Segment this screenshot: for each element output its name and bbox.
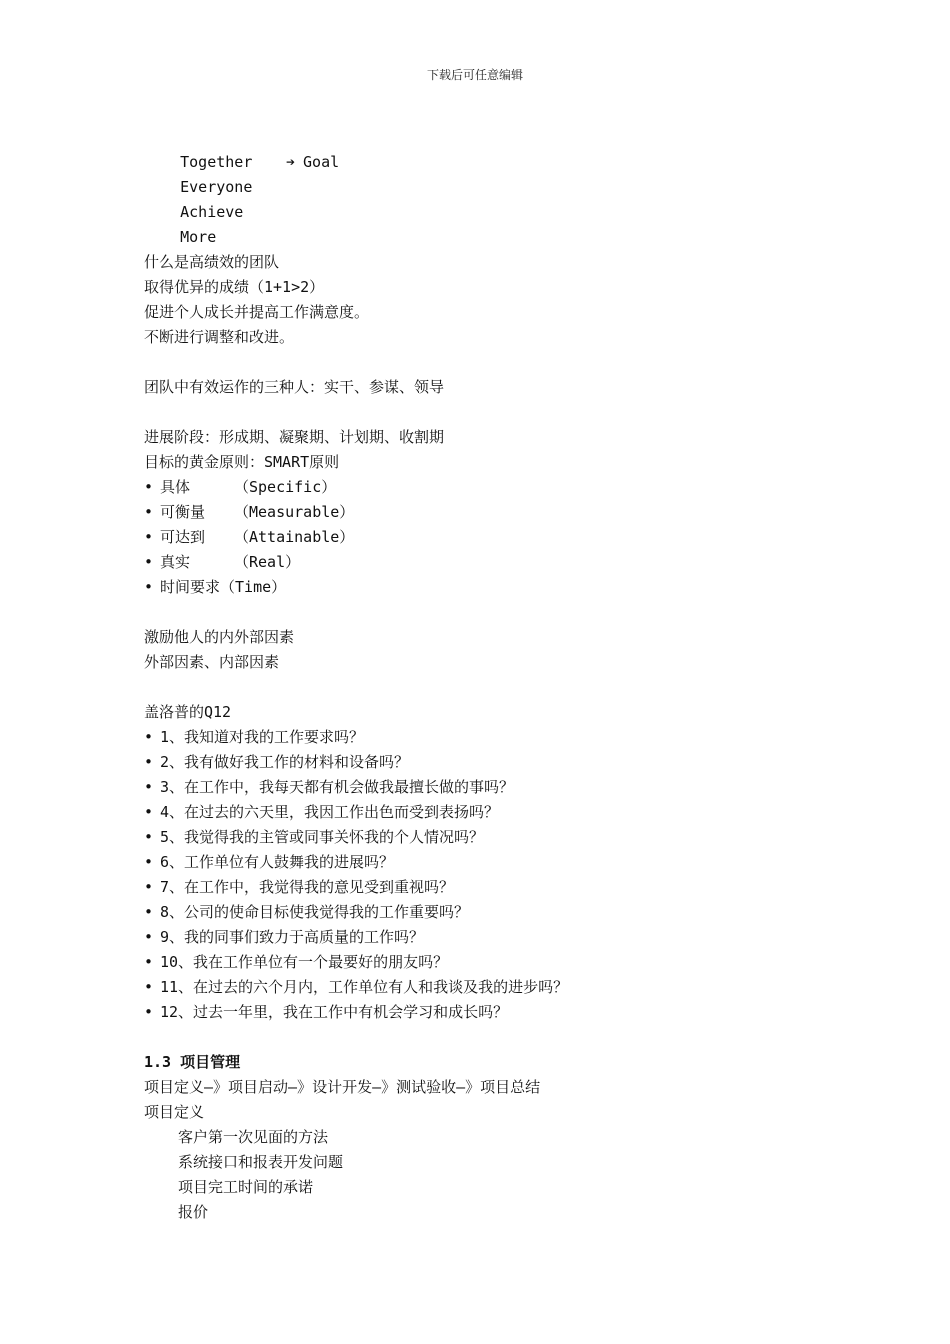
document-body — [144, 125, 904, 1225]
smart-cn: 时间要求 — [160, 578, 221, 596]
smart-cn: 具体 — [160, 478, 191, 496]
motivation-line: 外部因素、内部因素 — [144, 653, 280, 671]
three-people-line: 团队中有效运作的三种人：实干、参谋、领导 — [144, 378, 445, 396]
team-initial: T — [180, 153, 190, 171]
smart-item — [144, 575, 904, 600]
smart-en: （Measurable） — [234, 503, 355, 521]
team-word-rest: chieve — [189, 203, 244, 221]
team-row-everyone — [144, 150, 904, 196]
spacer — [144, 400, 904, 425]
pm-flow-line: 项目定义—》项目启动—》设计开发—》测试验收—》项目总结 — [144, 1078, 541, 1096]
bullet-icon: • — [144, 503, 154, 521]
goal-text: Goal — [303, 153, 340, 171]
q12-text: 6、工作单位有人鼓舞我的进展吗？ — [160, 853, 395, 871]
spacer — [144, 225, 904, 250]
team-row-more — [144, 200, 904, 246]
smart-cn: 可达到 — [160, 528, 206, 546]
spacer — [144, 675, 904, 700]
pm-sub-item: 系统接口和报表开发问题 — [178, 1153, 344, 1171]
pm-sub-item: 报价 — [178, 1203, 209, 1221]
q12-item — [144, 850, 904, 875]
smart-item — [144, 525, 904, 550]
smart-item — [144, 475, 904, 500]
q12-item — [144, 825, 904, 850]
pm-sub-item: 项目完工时间的承诺 — [178, 1178, 314, 1196]
q12-text: 10、我在工作单位有一个最要好的朋友吗？ — [160, 953, 449, 971]
smart-cn: 可衡量 — [160, 503, 206, 521]
bullet-icon: • — [144, 553, 154, 571]
team-initial: A — [180, 203, 190, 221]
team-initial: M — [180, 228, 190, 246]
smart-item — [144, 500, 904, 525]
smart-en: （Real） — [234, 553, 301, 571]
smart-en: （Specific） — [234, 478, 337, 496]
bullet-icon: • — [144, 853, 154, 871]
team-initial: E — [180, 178, 190, 196]
bullet-icon: • — [144, 878, 154, 896]
team-row-achieve — [144, 175, 904, 221]
q12-text: 3、在工作中，我每天都有机会做我最擅长做的事吗？ — [160, 778, 515, 796]
q12-item — [144, 900, 904, 925]
high-perf-title: 什么是高绩效的团队 — [144, 253, 280, 271]
bullet-icon: • — [144, 978, 154, 996]
q12-item — [144, 750, 904, 775]
spacer — [144, 1025, 904, 1050]
page-header: 下载后可任意编辑 — [426, 68, 523, 82]
q12-item — [144, 725, 904, 750]
bullet-icon: • — [144, 1003, 154, 1021]
q12-item — [144, 1000, 904, 1025]
bullet-icon: • — [144, 778, 154, 796]
smart-cn: 真实 — [160, 553, 191, 571]
bullet-icon: • — [144, 753, 154, 771]
q12-item — [144, 800, 904, 825]
q12-text: 9、我的同事们致力于高质量的工作吗？ — [160, 928, 425, 946]
q12-text: 8、公司的使命目标使我觉得我的工作重要吗？ — [160, 903, 470, 921]
q12-item — [144, 775, 904, 800]
high-perf-line: 促进个人成长并提高工作满意度。 — [144, 303, 370, 321]
q12-item — [144, 975, 904, 1000]
section-heading: 1.3 项目管理 — [144, 1053, 241, 1071]
team-word-rest: veryone — [189, 178, 253, 196]
stages-line: 进展阶段：形成期、凝聚期、计划期、收割期 — [144, 428, 445, 446]
q12-text: 12、过去一年里，我在工作中有机会学习和成长吗？ — [160, 1003, 509, 1021]
high-perf-line: 取得优异的成绩（1+1>2） — [144, 278, 325, 296]
motivation-title: 激励他人的内外部因素 — [144, 628, 295, 646]
q12-title: 盖洛普的Q12 — [144, 703, 232, 721]
smart-en: （Time） — [220, 578, 287, 596]
bullet-icon: • — [144, 928, 154, 946]
arrow-right-icon: ➔ — [286, 153, 296, 171]
q12-text: 4、在过去的六天里，我因工作出色而受到表扬吗？ — [160, 803, 500, 821]
smart-item — [144, 550, 904, 575]
q12-text: 5、我觉得我的主管或同事关怀我的个人情况吗？ — [160, 828, 485, 846]
bullet-icon: • — [144, 528, 154, 546]
bullet-icon: • — [144, 903, 154, 921]
bullet-icon: • — [144, 578, 154, 596]
team-word-rest: ogether — [189, 153, 253, 171]
bullet-icon: • — [144, 828, 154, 846]
pm-sub-title: 项目定义 — [144, 1103, 205, 1121]
q12-text: 2、我有做好我工作的材料和设备吗？ — [160, 753, 410, 771]
q12-text: 1、我知道对我的工作要求吗？ — [160, 728, 365, 746]
smart-title: 目标的黄金原则：SMART原则 — [144, 453, 340, 471]
bullet-icon: • — [144, 478, 154, 496]
bullet-icon: • — [144, 803, 154, 821]
pm-sub-item: 客户第一次见面的方法 — [178, 1128, 329, 1146]
q12-text: 11、在过去的六个月内，工作单位有人和我谈及我的进步吗？ — [160, 978, 569, 996]
q12-item — [144, 875, 904, 900]
team-word-rest: ore — [189, 228, 217, 246]
q12-text: 7、在工作中，我觉得我的意见受到重视吗？ — [160, 878, 455, 896]
smart-en: （Attainable） — [234, 528, 355, 546]
bullet-icon: • — [144, 953, 154, 971]
q12-item — [144, 950, 904, 975]
bullet-icon: • — [144, 728, 154, 746]
high-perf-line: 不断进行调整和改进。 — [144, 328, 295, 346]
goal-label — [286, 150, 339, 175]
q12-item — [144, 925, 904, 950]
spacer — [144, 600, 904, 625]
spacer — [144, 350, 904, 375]
